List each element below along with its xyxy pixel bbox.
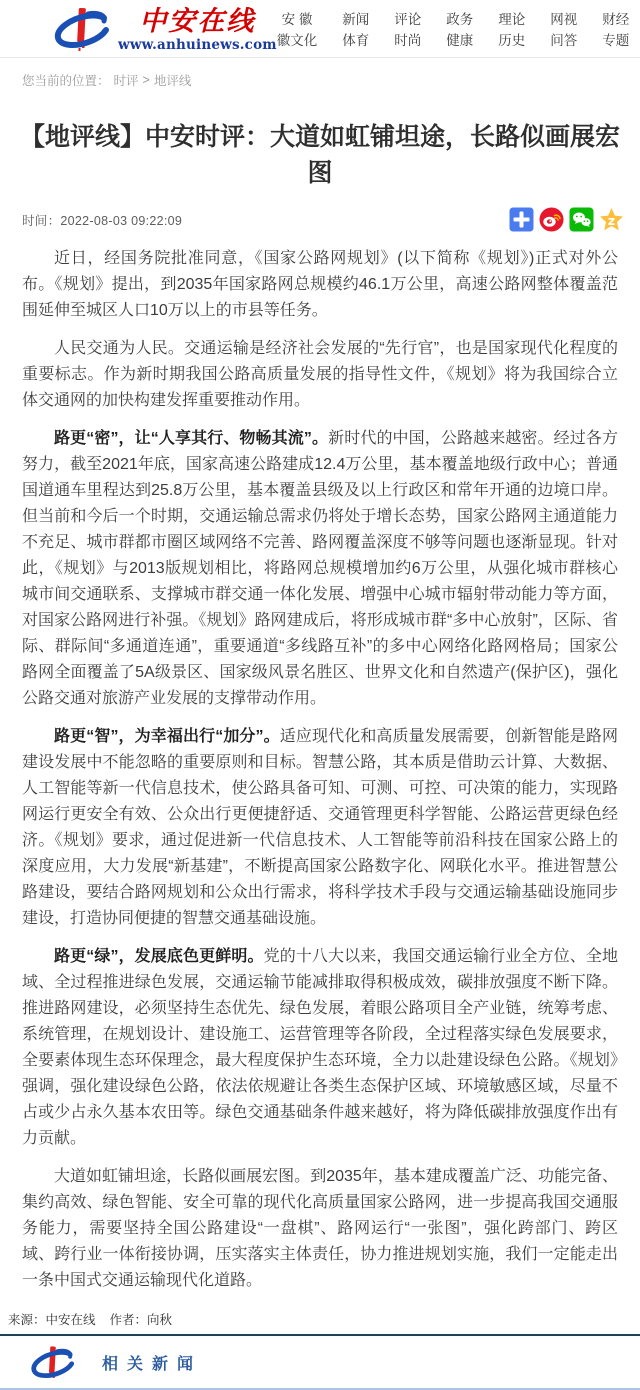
nav-col-news xyxy=(342,9,369,51)
related-news-header xyxy=(0,1336,640,1388)
paragraph-5: 路更“绿”，发展底色更鲜明。党的十八大以来，我国交通运输行业全方位、全地域、全过程推进绿色发展，交通运输节能减排取得积极成效，碳排放强度不断下降。推进路网建设，必须坚持生态优先、绿色发展，着眼公路项目全产业链，统筹考虑、系统管理，在规划设计、建设施工、运营管理等各阶段，全过程落实绿色发展要求，全要素体现生态环保理念，最大程度保护生态环境，全力以赴建设绿色公路。《规划》强调，强化建设绿色公路，依法依规避让各类生态保护区域、环境敏感区域，尽量不占或少占永久基本农田等。绿色交通基础条件越来越好，将为降低碳排放强度作出有力贡献。 xyxy=(22,948,618,1147)
paragraph-1: 近日，经国务院批准同意，《国家公路网规划》(以下简称《规划》)正式对外公布。《规划》提出，到2035年国家路网总规模约46.1万公里，高速公路网整体覆盖范围延伸至城区人口10万以上的市县等任务。 xyxy=(22,250,618,319)
breadcrumb-link-dipingxian[interactable]: 地评线 xyxy=(153,74,192,88)
paragraph-3: 路更“密”，让“人享其行、物畅其流”。新时代的中国，公路越来越密。经过各方努力，截至2021年底，国家高速公路建成12.4万公里，基本覆盖地级行政中心；普通国道通车里程达到25.8万公里，基本覆盖县级及以上行政区和常年开通的边境口岸。但当前和今后一个时期，交通运输总需求仍将处于增长态势，国家公路网主通道能力不充足、城市群都市圈区域网络不完善、路网覆盖深度不够等问题也逐渐显现。针对此，《规划》与2013版规划相比，将路网总规模增加约6万公里，从强化城市群核心城市间交通联系、支撑城市群交通一体化发展、增强中心城市辐射带动能力等方面，对国家公路网进行补强。《规划》路网建成后，将形成城市群“多中心放射”，区际、省际、群际间“多通道连通”，重要通道“多线路互补”的多中心网络化路网格局；国家公路网全面覆盖了5A级景区、国家级风景名胜区、世界文化和自然遗产(保护区)，强化公路交通对旅游产业发展的支撑带动作用。 xyxy=(22,430,618,707)
nav-item-theory[interactable]: 理论 xyxy=(498,11,526,27)
qzone-icon[interactable] xyxy=(599,207,624,232)
paragraph-4: 路更“智”，为幸福出行“加分”。适应现代化和高质量发展需要，创新智能是路网建设发展中不能忽略的重要原则和目标。智慧公路，其本质是借助云计算、大数据、人工智能等新一代信息技术，使公路具备可知、可测、可控、可决策的能力，实现路网运行更安全有效、公众出行更便捷舒适、交通管理更科学智能、公路运营更绿色经济。《规划》要求，通过促进新一代信息技术、人工智能等前沿科技在国家公路上的深度应用，大力发展“新基建”，不断提高国家公路数字化、网联化水平。推进智慧公路建设，要结合路网规划和公众出行需求，将科学技术手段与交通运输基础设施同步建设，打造协同便捷的智慧交通基础设施。 xyxy=(22,728,618,927)
source-label: 来源： xyxy=(8,1313,46,1327)
share-more-icon[interactable] xyxy=(509,207,534,232)
breadcrumb-label: 您当前的位置： xyxy=(22,74,110,88)
nav-col-comment xyxy=(394,9,421,51)
nav-col-anhui xyxy=(277,9,318,51)
paragraph-6: 大道如虹铺坦途，长路似画展宏图。到2035年，基本建成覆盖广泛、功能完备、集约高效、绿色智能、安全可靠的现代化高质量国家公路网，进一步提高我国交通服务能力，需要坚持全国公路建设“一盘棋”、路网运行“一张图”，强化跨部门、跨区域、跨行业一体衔接协调，压实落实主体责任，协力推进规划实施，我们一定能走出一条中国式交通运输现代化道路。 xyxy=(22,1168,618,1289)
breadcrumb-link-shiping[interactable]: 时评 xyxy=(113,74,139,88)
weibo-icon[interactable] xyxy=(539,207,564,232)
article-meta xyxy=(0,207,640,232)
site-name: 中安在线 xyxy=(139,6,256,37)
author-value: 向秋 xyxy=(147,1313,173,1327)
publish-time: 时间：2022-08-03 09:22:09 xyxy=(22,213,183,228)
breadcrumb-separator: > xyxy=(142,73,150,87)
related-news-title: 相关新闻 xyxy=(102,1356,203,1373)
nav-item-fashion[interactable]: 时尚 xyxy=(394,32,422,48)
nav-item-health[interactable]: 健康 xyxy=(446,32,474,48)
source-row xyxy=(0,1306,640,1334)
author-label: 作者： xyxy=(109,1313,148,1327)
nav-item-qa[interactable]: 问答 xyxy=(550,32,578,48)
related-news-logo-icon xyxy=(26,1344,78,1382)
nav-item-sports[interactable]: 体育 xyxy=(342,32,370,48)
site-logo-icon xyxy=(48,6,114,52)
nav-item-special[interactable]: 专题 xyxy=(602,32,630,48)
wechat-icon[interactable] xyxy=(569,207,594,232)
site-logo[interactable] xyxy=(48,6,277,53)
share-bar xyxy=(509,207,624,232)
nav-col-video xyxy=(550,9,577,51)
nav-col-finance xyxy=(602,9,629,51)
site-header xyxy=(0,0,640,58)
source-value: 中安在线 xyxy=(45,1313,96,1327)
nav-item-finance[interactable]: 财经 xyxy=(602,11,630,27)
nav-item-huiwenhua[interactable]: 徽文化 xyxy=(276,32,318,48)
breadcrumb xyxy=(0,58,640,99)
paragraph-2: 人民交通为人民。交通运输是经济社会发展的“先行官”，也是国家现代化程度的重要标志。作为新时期我国公路高质量发展的指导性文件，《规划》将为我国综合立体交通网的加快构建发挥重要推动作用。 xyxy=(22,340,618,409)
article-title: 【地评线】中安时评：大道如虹铺坦途，长路似画展宏图 xyxy=(20,123,621,187)
site-url: www.anhuinews.com xyxy=(118,37,277,53)
nav-col-gov xyxy=(446,9,473,51)
article-body xyxy=(0,246,640,1294)
nav-item-history[interactable]: 历史 xyxy=(498,32,526,48)
nav-item-comment[interactable]: 评论 xyxy=(394,11,422,27)
main-nav xyxy=(277,9,630,51)
nav-item-video[interactable]: 网视 xyxy=(550,11,578,27)
nav-item-news[interactable]: 新闻 xyxy=(342,11,370,27)
nav-item-gov[interactable]: 政务 xyxy=(446,11,474,27)
nav-col-theory xyxy=(498,9,525,51)
nav-item-anhui[interactable]: 安 徽 xyxy=(281,11,313,27)
